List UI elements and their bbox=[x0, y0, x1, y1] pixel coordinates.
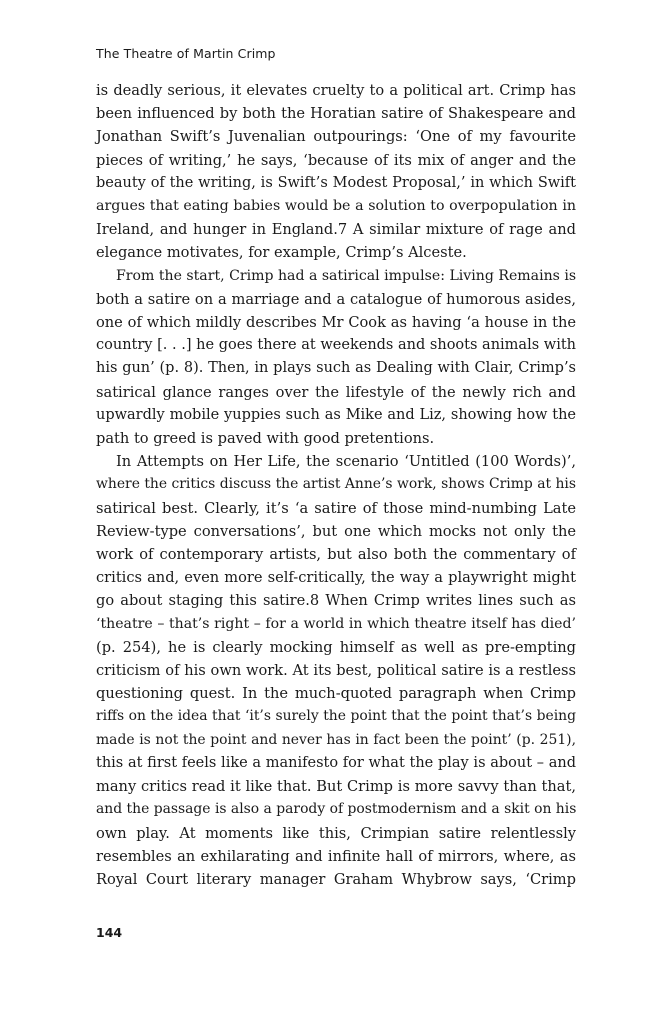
text-line: Ireland, and hunger in England.7 A similar mixture of rage and bbox=[96, 221, 576, 239]
text-line: Royal Court literary manager Graham Whybrow says, ‘Crimp bbox=[96, 870, 576, 888]
text-line: one of which mildly describes Mr Cook as having ‘a house in the bbox=[96, 314, 576, 332]
text-line: questioning quest. In the much-quoted paragraph when Crimp bbox=[96, 685, 576, 703]
text-line: argues that eating babies would be a solution to overpopulation in bbox=[96, 198, 576, 215]
text-line: where the critics discuss the artist Anne’s work, shows Crimp at his bbox=[96, 476, 576, 493]
paragraph-1 bbox=[96, 79, 576, 265]
text-line: this at first feels like a manifesto for what the play is about – and bbox=[96, 754, 576, 771]
text-line: work of contemporary artists, but also both the commentary of bbox=[96, 546, 576, 564]
text-line: From the start, Crimp had a satirical impulse: Living Remains is bbox=[116, 267, 577, 284]
text-line: country [. . .] he goes there at weekends and shoots animals with bbox=[96, 337, 576, 354]
text-line: is deadly serious, it elevates cruelty to a political art. Crimp has bbox=[96, 82, 576, 99]
text-line: riffs on the idea that ‘it’s surely the point that the point that’s being bbox=[96, 708, 576, 725]
text-line: Jonathan Swift’s Juvenalian outpourings: ‘One of my favourite bbox=[96, 128, 576, 146]
text-line: Review-type conversations’, but one which mocks not only the bbox=[96, 522, 576, 540]
text-line: upwardly mobile yuppies such as Mike and Liz, showing how the bbox=[96, 406, 576, 423]
text-line: (p. 254), he is clearly mocking himself as well as pre-empting bbox=[96, 638, 576, 656]
text-line: ‘theatre – that’s right – for a world in which theatre itself has died’ bbox=[96, 615, 576, 632]
page-number: 144 bbox=[96, 925, 123, 940]
text-line: own play. At moments like this, Crimpian satire relentlessly bbox=[96, 824, 576, 842]
text-line: path to greed is paved with good pretentions. bbox=[96, 430, 435, 448]
text-line: elegance motivates, for example, Crimp’s Alceste. bbox=[96, 244, 467, 262]
text-line: go about staging this satire.8 When Crimp writes lines such as bbox=[96, 592, 576, 610]
text-line: satirical best. Clearly, it’s ‘a satire of those mind-numbing Late bbox=[96, 499, 576, 517]
text-line: criticism of his own work. At its best, political satire is a restless bbox=[96, 662, 576, 680]
text-line: and the passage is also a parody of postmodernism and a skit on his bbox=[96, 801, 577, 818]
text-line: satirical glance ranges over the lifestyle of the newly rich and bbox=[96, 383, 576, 401]
text-line: many critics read it like that. But Crimp is more savvy than that, bbox=[96, 778, 576, 796]
running-head: The Theatre of Martin Crimp bbox=[96, 46, 276, 61]
text-line: his gun’ (p. 8). Then, in plays such as Dealing with Clair, Crimp’s bbox=[96, 360, 576, 377]
text-line: pieces of writing,’ he says, ‘because of its mix of anger and the bbox=[96, 151, 576, 169]
text-line: resembles an exhilarating and infinite hall of mirrors, where, as bbox=[96, 847, 576, 865]
text-line: made is not the point and never has in fact been the point’ (p. 251), bbox=[96, 731, 576, 748]
text-line: both a satire on a marriage and a catalogue of humorous asides, bbox=[96, 290, 576, 308]
body-text bbox=[96, 79, 576, 891]
paragraph-2 bbox=[96, 265, 576, 451]
text-line: critics and, even more self-critically, the way a playwright might bbox=[96, 569, 576, 587]
text-line: In Attempts on Her Life, the scenario ‘Untitled (100 Words)’, bbox=[116, 453, 576, 471]
text-line: been influenced by both the Horatian satire of Shakespeare and bbox=[96, 105, 576, 123]
paragraph-3 bbox=[96, 450, 576, 891]
text-line: beauty of the writing, is Swift’s Modest Proposal,’ in which Swift bbox=[96, 174, 576, 191]
